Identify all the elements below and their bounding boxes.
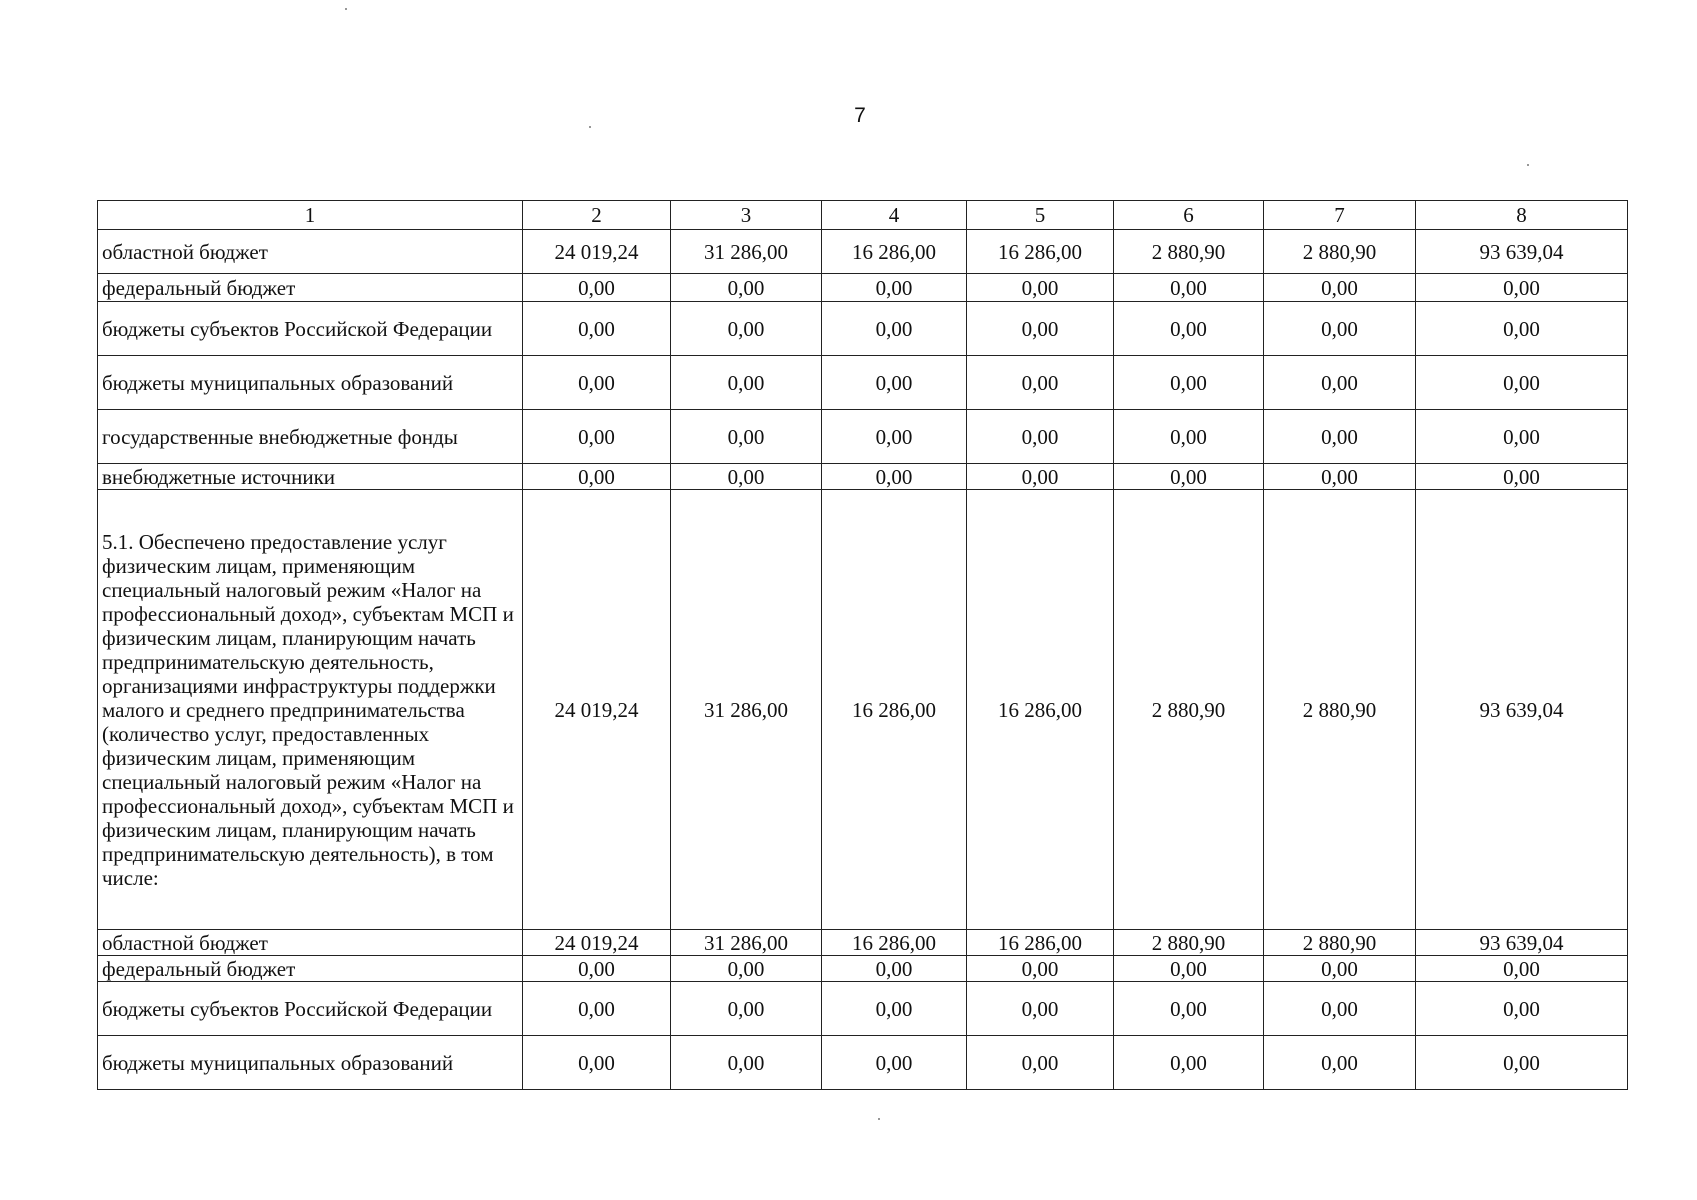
row-label-main: 5.1. Обеспечено предоставление услуг физическим лицам, применяющим специальный налоговый режим «Налог на профессиональный доход», субъектам МСП и физическим лицам, планирующим начать предпринимательскую деятельность, организациями инфраструктуры поддержки малого и среднего предпринимательства (количество услуг, предоставленных физическим лицам, применяющим специальный налоговый режим «Налог на профессиональный доход», субъектам МСП и физическим лицам, планирующим начать предпринимательскую деятельность), в том числе:	[98, 490, 523, 930]
value-cell: 0,00	[1114, 956, 1264, 982]
value-cell: 0,00	[1416, 356, 1628, 410]
table-row	[98, 356, 1628, 410]
value-cell: 0,00	[1264, 302, 1416, 356]
value-cell: 31 286,00	[671, 490, 822, 930]
header-cell: 6	[1114, 201, 1264, 230]
value-cell: 0,00	[1114, 302, 1264, 356]
table-row	[98, 464, 1628, 490]
table-row	[98, 302, 1628, 356]
value-cell: 93 639,04	[1416, 930, 1628, 956]
value-cell: 0,00	[671, 464, 822, 490]
header-cell: 8	[1416, 201, 1628, 230]
value-cell: 24 019,24	[523, 230, 671, 274]
header-cell: 7	[1264, 201, 1416, 230]
table-row	[98, 230, 1628, 274]
value-cell: 31 286,00	[671, 930, 822, 956]
table-row	[98, 490, 1628, 930]
row-label: бюджеты муниципальных образований	[98, 356, 523, 410]
value-cell: 0,00	[822, 464, 967, 490]
value-cell: 0,00	[1114, 982, 1264, 1036]
value-cell: 16 286,00	[967, 230, 1114, 274]
scan-speck	[345, 8, 347, 10]
value-cell: 93 639,04	[1416, 230, 1628, 274]
value-cell: 0,00	[1416, 1036, 1628, 1090]
value-cell: 0,00	[523, 356, 671, 410]
value-cell: 0,00	[523, 982, 671, 1036]
row-label: внебюджетные источники	[98, 464, 523, 490]
table-row	[98, 410, 1628, 464]
value-cell: 0,00	[1264, 1036, 1416, 1090]
value-cell: 93 639,04	[1416, 490, 1628, 930]
value-cell: 2 880,90	[1114, 930, 1264, 956]
value-cell: 0,00	[523, 1036, 671, 1090]
value-cell: 0,00	[967, 274, 1114, 302]
value-cell: 0,00	[523, 274, 671, 302]
value-cell: 0,00	[1264, 356, 1416, 410]
value-cell: 0,00	[1264, 274, 1416, 302]
value-cell: 0,00	[1264, 410, 1416, 464]
value-cell: 16 286,00	[967, 930, 1114, 956]
value-cell: 0,00	[671, 982, 822, 1036]
value-cell: 0,00	[822, 956, 967, 982]
value-cell: 2 880,90	[1264, 930, 1416, 956]
value-cell: 0,00	[967, 410, 1114, 464]
table-row	[98, 1036, 1628, 1090]
value-cell: 0,00	[1416, 956, 1628, 982]
value-cell: 0,00	[1114, 356, 1264, 410]
scan-speck	[1527, 164, 1529, 166]
value-cell: 0,00	[671, 302, 822, 356]
header-cell: 2	[523, 201, 671, 230]
value-cell: 0,00	[822, 356, 967, 410]
page-number: 7	[854, 104, 866, 127]
value-cell: 0,00	[1264, 464, 1416, 490]
value-cell: 2 880,90	[1114, 490, 1264, 930]
value-cell: 0,00	[967, 1036, 1114, 1090]
value-cell: 0,00	[967, 302, 1114, 356]
value-cell: 2 880,90	[1264, 230, 1416, 274]
value-cell: 0,00	[1264, 982, 1416, 1036]
value-cell: 0,00	[1416, 464, 1628, 490]
value-cell: 0,00	[1416, 410, 1628, 464]
row-label: бюджеты субъектов Российской Федерации	[98, 302, 523, 356]
value-cell: 0,00	[967, 464, 1114, 490]
value-cell: 0,00	[1114, 464, 1264, 490]
table-header-row	[98, 201, 1628, 230]
value-cell: 0,00	[671, 274, 822, 302]
value-cell: 0,00	[1416, 274, 1628, 302]
header-cell: 4	[822, 201, 967, 230]
value-cell: 31 286,00	[671, 230, 822, 274]
value-cell: 0,00	[1416, 302, 1628, 356]
value-cell: 0,00	[523, 410, 671, 464]
value-cell: 0,00	[822, 302, 967, 356]
value-cell: 0,00	[1114, 1036, 1264, 1090]
value-cell: 0,00	[822, 274, 967, 302]
value-cell: 2 880,90	[1114, 230, 1264, 274]
value-cell: 24 019,24	[523, 930, 671, 956]
header-cell: 5	[967, 201, 1114, 230]
row-label: бюджеты субъектов Российской Федерации	[98, 982, 523, 1036]
value-cell: 0,00	[822, 1036, 967, 1090]
value-cell: 24 019,24	[523, 490, 671, 930]
row-label: федеральный бюджет	[98, 274, 523, 302]
value-cell: 0,00	[671, 410, 822, 464]
row-label: федеральный бюджет	[98, 956, 523, 982]
row-label: бюджеты муниципальных образований	[98, 1036, 523, 1090]
value-cell: 0,00	[822, 982, 967, 1036]
value-cell: 0,00	[967, 356, 1114, 410]
value-cell: 0,00	[523, 302, 671, 356]
value-cell: 0,00	[967, 956, 1114, 982]
row-label: государственные внебюджетные фонды	[98, 410, 523, 464]
value-cell: 0,00	[523, 464, 671, 490]
value-cell: 0,00	[967, 982, 1114, 1036]
value-cell: 2 880,90	[1264, 490, 1416, 930]
value-cell: 0,00	[1114, 274, 1264, 302]
value-cell: 0,00	[1264, 956, 1416, 982]
value-cell: 0,00	[1416, 982, 1628, 1036]
value-cell: 16 286,00	[967, 490, 1114, 930]
row-label: областной бюджет	[98, 230, 523, 274]
value-cell: 16 286,00	[822, 230, 967, 274]
value-cell: 0,00	[671, 356, 822, 410]
value-cell: 0,00	[822, 410, 967, 464]
value-cell: 0,00	[671, 1036, 822, 1090]
table-row	[98, 274, 1628, 302]
table-row	[98, 956, 1628, 982]
table-row	[98, 982, 1628, 1036]
table-row	[98, 930, 1628, 956]
value-cell: 0,00	[1114, 410, 1264, 464]
scan-speck	[589, 126, 591, 128]
value-cell: 16 286,00	[822, 930, 967, 956]
value-cell: 16 286,00	[822, 490, 967, 930]
value-cell: 0,00	[523, 956, 671, 982]
value-cell: 0,00	[671, 956, 822, 982]
budget-table	[97, 200, 1628, 1090]
header-cell: 3	[671, 201, 822, 230]
row-label: областной бюджет	[98, 930, 523, 956]
header-cell: 1	[98, 201, 523, 230]
scan-speck	[878, 1118, 880, 1120]
